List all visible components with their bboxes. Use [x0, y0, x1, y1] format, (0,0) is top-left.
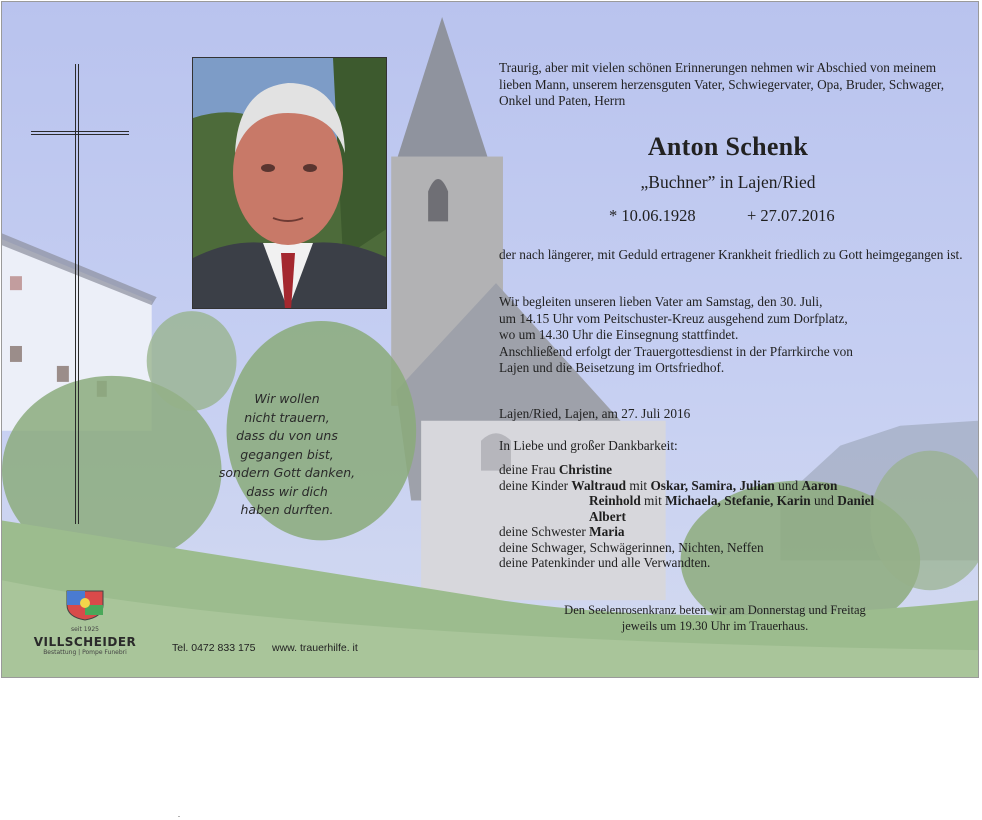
connector: und — [810, 493, 838, 508]
coat-of-arms-icon — [63, 587, 107, 621]
obituary-card — [1, 1, 979, 678]
funeral-line: wo um 14.30 Uhr die Einsegnung stattfindet. — [499, 327, 739, 342]
grandchildren-names: Michaela, Stefanie, Karin — [665, 493, 811, 508]
sister-prefix: deine Schwester — [499, 524, 590, 539]
family-children-cont — [499, 493, 874, 509]
family-godchildren: deine Patenkinder und alle Verwandten. — [499, 555, 711, 570]
poem-line: dass du von uns — [236, 428, 338, 443]
family-inlaws: deine Schwager, Schwägerinnen, Nichten, Neffen — [499, 539, 764, 555]
website-link[interactable]: www. trauerhilfe. it — [272, 642, 358, 654]
rosary-line: Den Seelenrosenkranz beten wir am Donnerstag und Freitag — [564, 603, 866, 617]
poem-line: gegangen bist, — [240, 446, 334, 462]
grandchild-name: Daniel — [837, 493, 875, 508]
grandchild-name: Aaron — [801, 477, 838, 493]
children-prefix: deine Kinder — [499, 477, 572, 493]
poem-line: nicht trauern, — [244, 409, 330, 425]
connector: und — [774, 477, 802, 493]
child-name: Reinhold — [589, 493, 641, 508]
phone: Tel. 0472 833 175 — [172, 642, 256, 654]
wife-name: Christine — [558, 462, 613, 477]
funeral-line: Wir begleiten unseren lieben Vater am Samstag, den 30. Juli, — [499, 294, 823, 309]
poem-line: Wir wollen — [254, 391, 320, 406]
logo-tagline: Bestattung | Pompe Funebri — [43, 649, 127, 656]
poem-line: dass wir dich — [246, 483, 328, 499]
rosary-notice — [499, 602, 931, 634]
grandchildren-names: Oskar, Samira, Julian — [650, 477, 775, 493]
funeral-details — [499, 294, 969, 377]
poem — [187, 390, 387, 520]
birth-date: * 10.06.1928 — [609, 206, 696, 225]
poem-line: sondern Gott danken, — [218, 465, 356, 480]
love-line: In Liebe und großer Dankbarkeit: — [499, 438, 678, 453]
family-sister — [499, 524, 874, 540]
portrait-photo — [192, 57, 387, 309]
poem-line: haben durften. — [240, 502, 334, 517]
footnote-mark: . — [178, 810, 180, 819]
wife-prefix: deine Frau — [499, 462, 559, 477]
child-name: Albert — [589, 508, 626, 524]
child-name: Waltraud — [571, 477, 627, 493]
logo-name: VILLSCHEIDER — [33, 635, 137, 649]
family-children — [499, 478, 874, 494]
sister-name: Maria — [589, 524, 625, 539]
logo-since: seit 1925 — [70, 626, 99, 633]
rosary-line: jeweils um 19.30 Uhr im Trauerhaus. — [621, 619, 809, 633]
cross-horizontal — [31, 131, 129, 135]
connector: mit — [626, 477, 651, 493]
funeral-line: Anschließend erfolgt der Trauergottesdienst in der Pfarrkirche von — [499, 343, 853, 359]
family-children-cont — [499, 509, 874, 525]
deceased-name: Anton Schenk — [647, 132, 809, 161]
funeral-home-logo — [30, 587, 140, 656]
family-list — [499, 462, 874, 571]
place-date: Lajen/Ried, Lajen, am 27. Juli 2016 — [499, 406, 691, 421]
funeral-line: um 14.15 Uhr vom Peitschuster-Kreuz ausgehend zum Dorfplatz, — [499, 310, 848, 326]
death-date: + 27.07.2016 — [747, 206, 835, 225]
connector: mit — [640, 493, 666, 508]
intro-text: Traurig, aber mit vielen schönen Erinnerungen nehmen wir Abschied von meinem lieben Mann, unserem herzensguten Vater, Schwiegervater, Opa, Bruder, Schwager, Onkel und Paten, Herrn — [499, 60, 945, 108]
family-wife — [499, 462, 874, 478]
passing-text: der nach längerer, mit Geduld ertragener Krankheit friedlich zu Gott heimgegangen ist. — [499, 247, 963, 262]
funeral-line: Lajen und die Beisetzung im Ortsfriedhof. — [499, 360, 725, 375]
nickname: „Buchner” in Lajen/Ried — [640, 172, 816, 192]
